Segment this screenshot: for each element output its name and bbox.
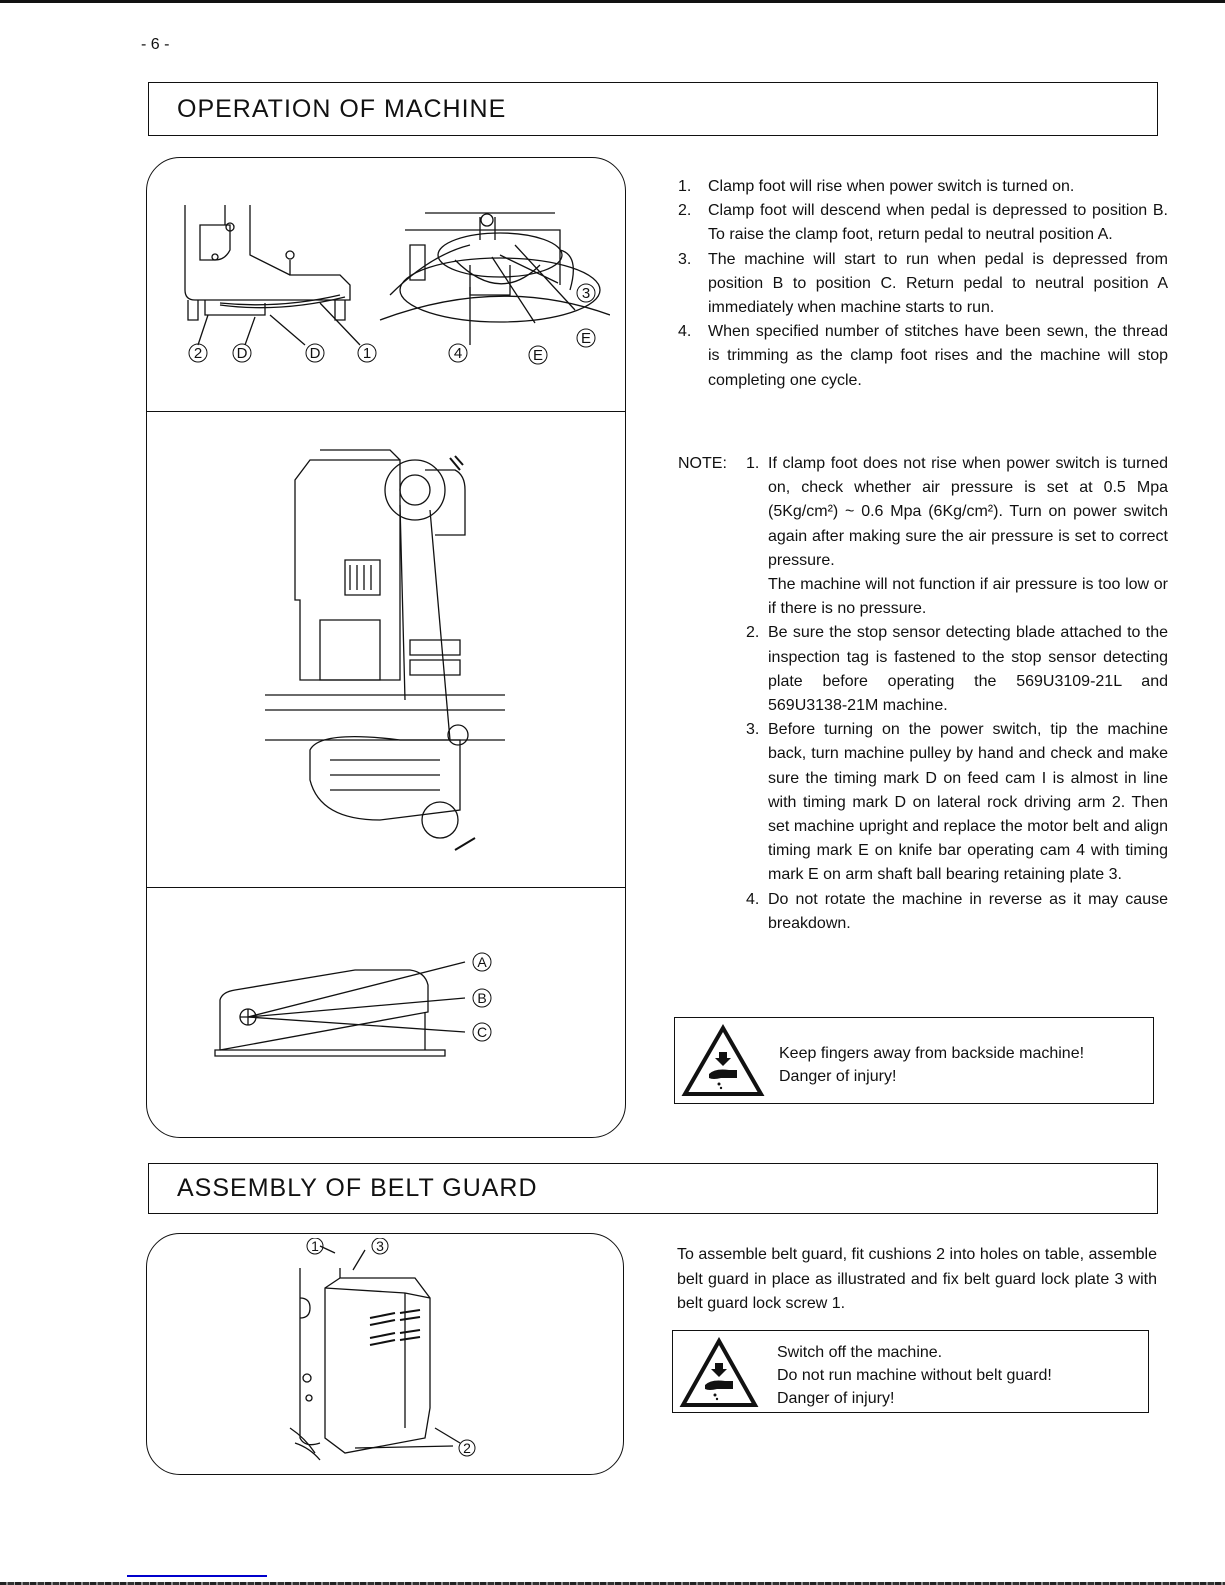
note-text: Before turning on the power switch, tip the machine back, turn machine pulley by hand and check and make sure the timing mark D on feed cam I is almost in line with timing mark D on lateral rock driving arm 2. Then set machine upright and replace the motor belt and align timing mark E on knife bar operating cam 4 with timing mark E on arm shaft ball bearing retaining plate 3.: [768, 721, 1168, 884]
section-title: OPERATION OF MACHINE: [177, 95, 507, 123]
position-label-a: A: [477, 954, 487, 970]
step-number: 3.: [678, 250, 692, 268]
warning-line: Do not run machine without belt guard!: [777, 1367, 1052, 1384]
note-text: The machine will not function if air pressure is too low or if there is no pressure.: [768, 576, 1168, 618]
step-item: [678, 248, 1168, 321]
warning-text: [777, 1341, 1052, 1410]
callout-label: 1: [362, 345, 372, 362]
note-number: 4.: [746, 890, 760, 908]
warning-line: Keep fingers away from backside machine!: [779, 1045, 1085, 1062]
page-top-border: [0, 0, 1225, 3]
note-text: Do not rotate the machine in reverse as it may cause breakdown.: [768, 890, 1168, 932]
operation-notes: [678, 452, 1168, 936]
note-item: [678, 621, 1168, 718]
warning-box-fingers: [674, 1017, 1154, 1104]
belt-guard-instructions: To assemble belt guard, fit cushions 2 into holes on table, assemble belt guard in place as illustrated and fix belt guard lock plate 3 with belt guard lock screw 1.: [677, 1246, 1157, 1312]
callout-label: 2: [463, 1440, 471, 1456]
machine-belt-drive-illustration: [260, 440, 520, 860]
callout-label: E: [532, 347, 544, 364]
step-number: 2.: [678, 202, 692, 220]
note-label: NOTE:: [678, 455, 727, 472]
hand-hazard-warning-icon: [681, 1024, 765, 1098]
warning-line: Danger of injury!: [777, 1390, 895, 1407]
callout-label: 4: [453, 345, 463, 362]
callout-label: 1: [311, 1238, 319, 1254]
step-text: Clamp foot will rise when power switch is turned on.: [708, 178, 1075, 195]
warning-line: Danger of injury!: [779, 1068, 897, 1085]
section-header-operation: [148, 82, 1158, 136]
pedal-illustration: [210, 950, 510, 1060]
note-number: 1.: [746, 455, 760, 472]
note-item: [678, 888, 1168, 936]
note-text: Be sure the stop sensor detecting blade attached to the inspection tag is fastened to the stop sensor detecting plate before operating the 569U3109-21L and 569U3138-21M machine.: [768, 624, 1168, 715]
section-header-belt-guard: [148, 1163, 1158, 1214]
clamp-and-cam-illustration: [170, 195, 610, 385]
position-label-b: B: [477, 990, 487, 1006]
note-text: If clamp foot does not rise when power switch is turned on, check whether air pressure is set at 0.5 Mpa (5Kg/cm²) ~ 0.6 Mpa (6Kg/cm²). Turn on power switch again after making sure the air pressure is set to correct pressure.: [768, 455, 1168, 569]
step-item: [678, 175, 1168, 199]
callout-label: D: [236, 345, 248, 362]
position-label-c: C: [476, 1024, 488, 1040]
callout-label: 3: [581, 285, 591, 302]
warning-line: Switch off the machine.: [777, 1344, 943, 1361]
figure-divider: [146, 887, 626, 888]
step-item: [678, 320, 1168, 393]
note-item: [678, 718, 1168, 887]
section-title: ASSEMBLY OF BELT GUARD: [177, 1174, 538, 1202]
callout-label: E: [580, 330, 592, 347]
step-number: 1.: [678, 178, 692, 195]
hand-hazard-warning-icon: [679, 1337, 759, 1409]
step-text: Clamp foot will descend when pedal is depressed to position B. To raise the clamp foot, return pedal to neutral position A.: [708, 202, 1168, 244]
figure-divider: [146, 411, 626, 412]
note-item: [678, 452, 1168, 621]
step-text: When specified number of stitches have been sewn, the thread is trimming as the clamp foot rises and the machine will stop completing one cycle.: [708, 323, 1168, 389]
warning-box-belt-guard: [672, 1330, 1149, 1413]
note-number: 2.: [746, 624, 760, 642]
step-number: 4.: [678, 323, 692, 341]
note-number: 3.: [746, 721, 760, 739]
page-link-underline: [127, 1575, 267, 1577]
step-text: The machine will start to run when pedal is depressed from position B to position C. Return pedal to neutral position A immediately when machine starts to run.: [708, 250, 1168, 317]
operation-steps-list: [678, 175, 1168, 393]
callout-label: 3: [376, 1238, 384, 1254]
warning-text: [779, 1042, 1084, 1088]
callout-label: D: [309, 345, 321, 362]
callout-label: 2: [193, 345, 203, 362]
step-item: [678, 199, 1168, 247]
page-number: - 6 -: [141, 36, 170, 53]
belt-guard-illustration: [285, 1238, 505, 1468]
